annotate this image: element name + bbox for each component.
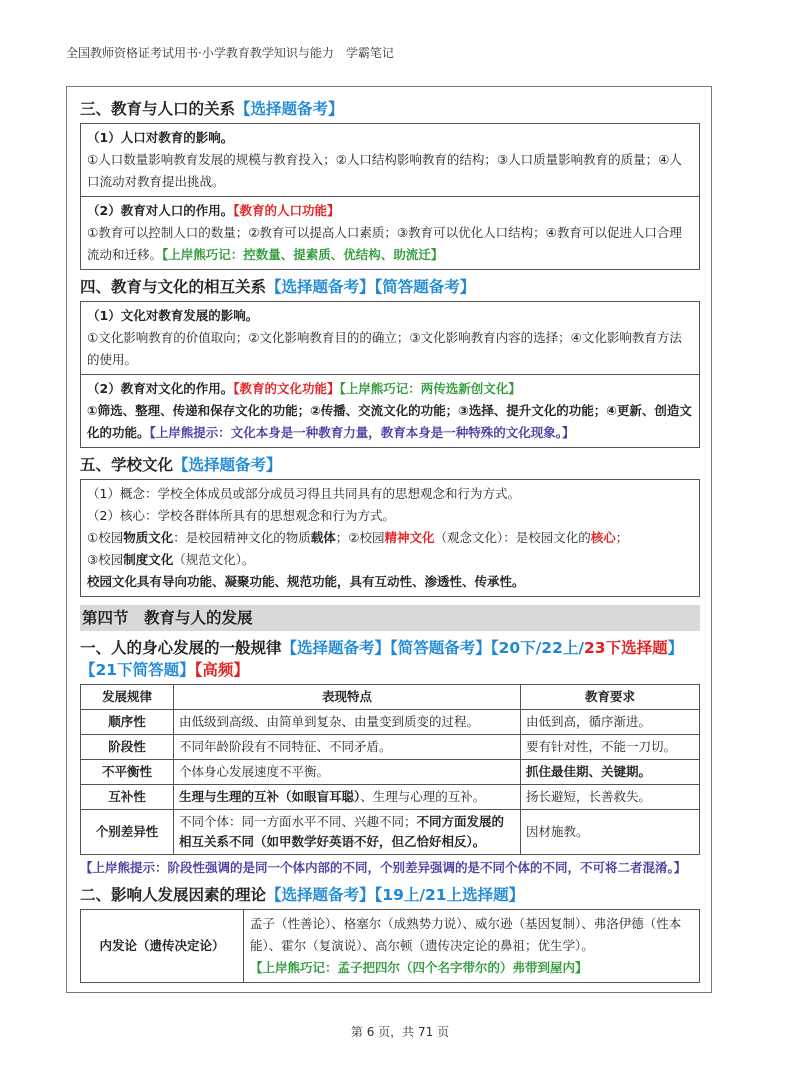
theory-title: 二、影响人发展因素的理论 [80, 886, 267, 904]
theory-label: 内发论（遗传决定论） [81, 910, 244, 983]
carrier-term: 载体 [310, 530, 336, 545]
material-culture: 物质文化 [123, 530, 174, 545]
laws-tag-exam-a: 【20下/22上/ [490, 639, 585, 657]
section-5-title: 五、学校文化 [80, 456, 174, 474]
culture-mnemonic: 【上岸熊巧记：两传选新创文化】 [339, 381, 521, 396]
section-5-box [80, 479, 700, 597]
law-name: 个别差异性 [81, 810, 174, 855]
culture-note: 【上岸熊提示：文化本身是一种教育力量，教育本身是一种特殊的文化现象。】 [149, 425, 575, 440]
education-on-population-title: （2）教育对人口的作用。 [87, 203, 234, 218]
school-culture-cell [81, 480, 699, 596]
text-span: ③校园 [87, 552, 124, 567]
culture-function-tag: 【教育的文化功能】 [233, 381, 340, 396]
theory-tag-choice: 【选择题备考】 [266, 886, 375, 904]
section-4-box [80, 301, 700, 448]
population-mnemonic: 【上岸熊巧记：控数量、提素质、优结构、助流迁】 [162, 247, 444, 262]
population-function-tag: 【教育的人口功能】 [233, 203, 340, 218]
running-header: 全国教师资格证考试用书·小学教育教学知识与能力 学霸笔记 [66, 46, 394, 60]
main-content [80, 98, 700, 983]
law-feature: 个体身心发展速度不平衡。 [174, 760, 521, 785]
section-3-box [80, 123, 700, 270]
laws-title: 一、人的身心发展的一般规律 [80, 639, 282, 657]
law-feature: 不同年龄阶段有不同特征、不同矛盾。 [174, 735, 521, 760]
law-feature [174, 785, 521, 810]
law-requirement: 抓住最佳期、关键期。 [521, 760, 700, 785]
school-culture-types-line [87, 527, 693, 549]
law-feature [174, 810, 521, 855]
theory-mnemonic: 【上岸熊巧记：孟子把四尔（四个名字带尔的）弗带到屋内】 [250, 960, 588, 975]
population-effect-body: ①人口数量影响教育发展的规模与教育投入；②人口结构影响教育的结构；③人口质量影响教育的质量；④人口流动对教育提出挑战。 [87, 152, 682, 189]
law-feature-rest: 、生理与心理的互补。 [360, 789, 486, 804]
school-culture-system-line [87, 549, 693, 571]
text-span: ：是校园精神文化的物质 [173, 530, 311, 545]
law-feature-bold: 不同方面发展的相互关系不同（如甲数学好英语不好，但乙恰好相反）。 [179, 814, 505, 849]
culture-effect-title: （1）文化对教育发展的影响。 [87, 308, 259, 323]
theory-tag-exam: 【19上/21上选择题】 [374, 886, 525, 904]
header-feature: 表现特点 [174, 685, 521, 710]
law-name: 顺序性 [81, 710, 174, 735]
education-on-culture-cell [81, 374, 699, 447]
law-name: 不平衡性 [81, 760, 174, 785]
table-row [81, 710, 700, 735]
theory-table [80, 909, 700, 983]
laws-tag-exam-b: 23下选择题 [584, 639, 668, 657]
section-3-title: 三、教育与人口的关系 [80, 100, 236, 118]
laws-tag-frequent: 【高频】 [194, 661, 249, 679]
section-4-tag-short: 【简答题备考】 [374, 278, 476, 296]
laws-tag-short: 【简答题备考】 [390, 639, 491, 657]
table-row [81, 910, 700, 983]
section-3-tag: 【选择题备考】 [235, 100, 344, 118]
culture-effect-body: ①文化影响教育的价值取向；②文化影响教育目的的确立；③文化影响教育内容的选择；④文化影响教育方法的使用。 [87, 330, 682, 367]
school-culture-functions: 校园文化具有导向功能、凝聚功能、规范功能，具有互动性、渗透性、传承性。 [87, 574, 525, 589]
table-row [81, 760, 700, 785]
laws-heading [80, 637, 700, 681]
laws-tag-short-exam: 【21下简答题】 [80, 661, 195, 679]
theory-body: 孟子（性善论）、格塞尔（成熟势力说）、威尔逊（基因复制）、弗洛伊德（性本能）、霍尔（复演说）、高尔顿（遗传决定论的鼻祖；优生学）。 [250, 916, 682, 953]
section-5-heading [80, 454, 700, 476]
text-span: （规范文化）。 [173, 552, 255, 567]
education-on-population-body: ①教育可以控制人口的数量；②教育可以提高人口素质；③教育可以优化人口结构；④教育可以促进人口合理流动和迁移。 [87, 225, 682, 262]
table-row [81, 735, 700, 760]
theory-content [244, 910, 700, 983]
section-4-tag-choice: 【选择题备考】 [266, 278, 375, 296]
culture-effect-cell [81, 302, 699, 374]
laws-tag-exam-c: 】 [667, 639, 684, 657]
text-span: ； [615, 530, 629, 545]
school-culture-core: （2）核心：学校各群体所具有的思想观念和行为方式。 [87, 508, 395, 523]
law-feature-plain: 不同个体：同一方面水平不同、兴趣不同； [179, 814, 417, 829]
population-effect-cell [81, 124, 699, 196]
spiritual-culture: 精神文化 [384, 530, 435, 545]
development-laws-table [80, 684, 700, 855]
table-header-row [81, 685, 700, 710]
culture-function-body: ①筛选、整理、传递和保存文化的功能；②传播、交流文化的功能；③选择、提升文化的功能；④更新、创造文化的功能。 [87, 403, 692, 440]
header-requirement: 教育要求 [521, 685, 700, 710]
system-culture: 制度文化 [123, 552, 174, 567]
law-requirement: 由低到高，循序渐进。 [521, 710, 700, 735]
core-term: 核心 [590, 530, 616, 545]
population-effect-title: （1）人口对教育的影响。 [87, 130, 234, 145]
text-span: （观念文化）：是校园文化的 [434, 530, 591, 545]
law-requirement: 扬长避短，长善救失。 [521, 785, 700, 810]
section-4-heading [80, 276, 700, 298]
law-requirement: 要有针对性，不能一刀切。 [521, 735, 700, 760]
header-law: 发展规律 [81, 685, 174, 710]
law-name: 阶段性 [81, 735, 174, 760]
section-5-tag: 【选择题备考】 [173, 456, 282, 474]
section-4-title: 四、教育与文化的相互关系 [80, 278, 267, 296]
law-requirement: 因材施教。 [521, 810, 700, 855]
text-span: ①校园 [87, 530, 124, 545]
laws-note: 【上岸熊提示：阶段性强调的是同一个体内部的不同，个别差异强调的是不同个体的不同，不可将二者混淆。】 [80, 860, 687, 875]
page-footer: 第 6 页，共 71 页 [350, 1025, 450, 1039]
law-name: 互补性 [81, 785, 174, 810]
theory-heading [80, 884, 700, 906]
text-span: ；②校园 [335, 530, 385, 545]
table-row [81, 785, 700, 810]
law-feature-bold: 生理与生理的互补（如眼盲耳聪） [179, 789, 361, 804]
section-3-heading [80, 98, 700, 120]
law-feature: 由低级到高级、由简单到复杂、由量变到质变的过程。 [174, 710, 521, 735]
education-on-culture-title: （2）教育对文化的作用。 [87, 381, 234, 396]
table-row [81, 810, 700, 855]
chapter-section-title: 第四节 教育与人的发展 [80, 605, 700, 631]
laws-tag-choice: 【选择题备考】 [281, 639, 391, 657]
school-culture-concept: （1）概念：学校全体成员或部分成员习得且共同具有的思想观念和行为方式。 [87, 486, 520, 501]
education-on-population-cell [81, 196, 699, 269]
